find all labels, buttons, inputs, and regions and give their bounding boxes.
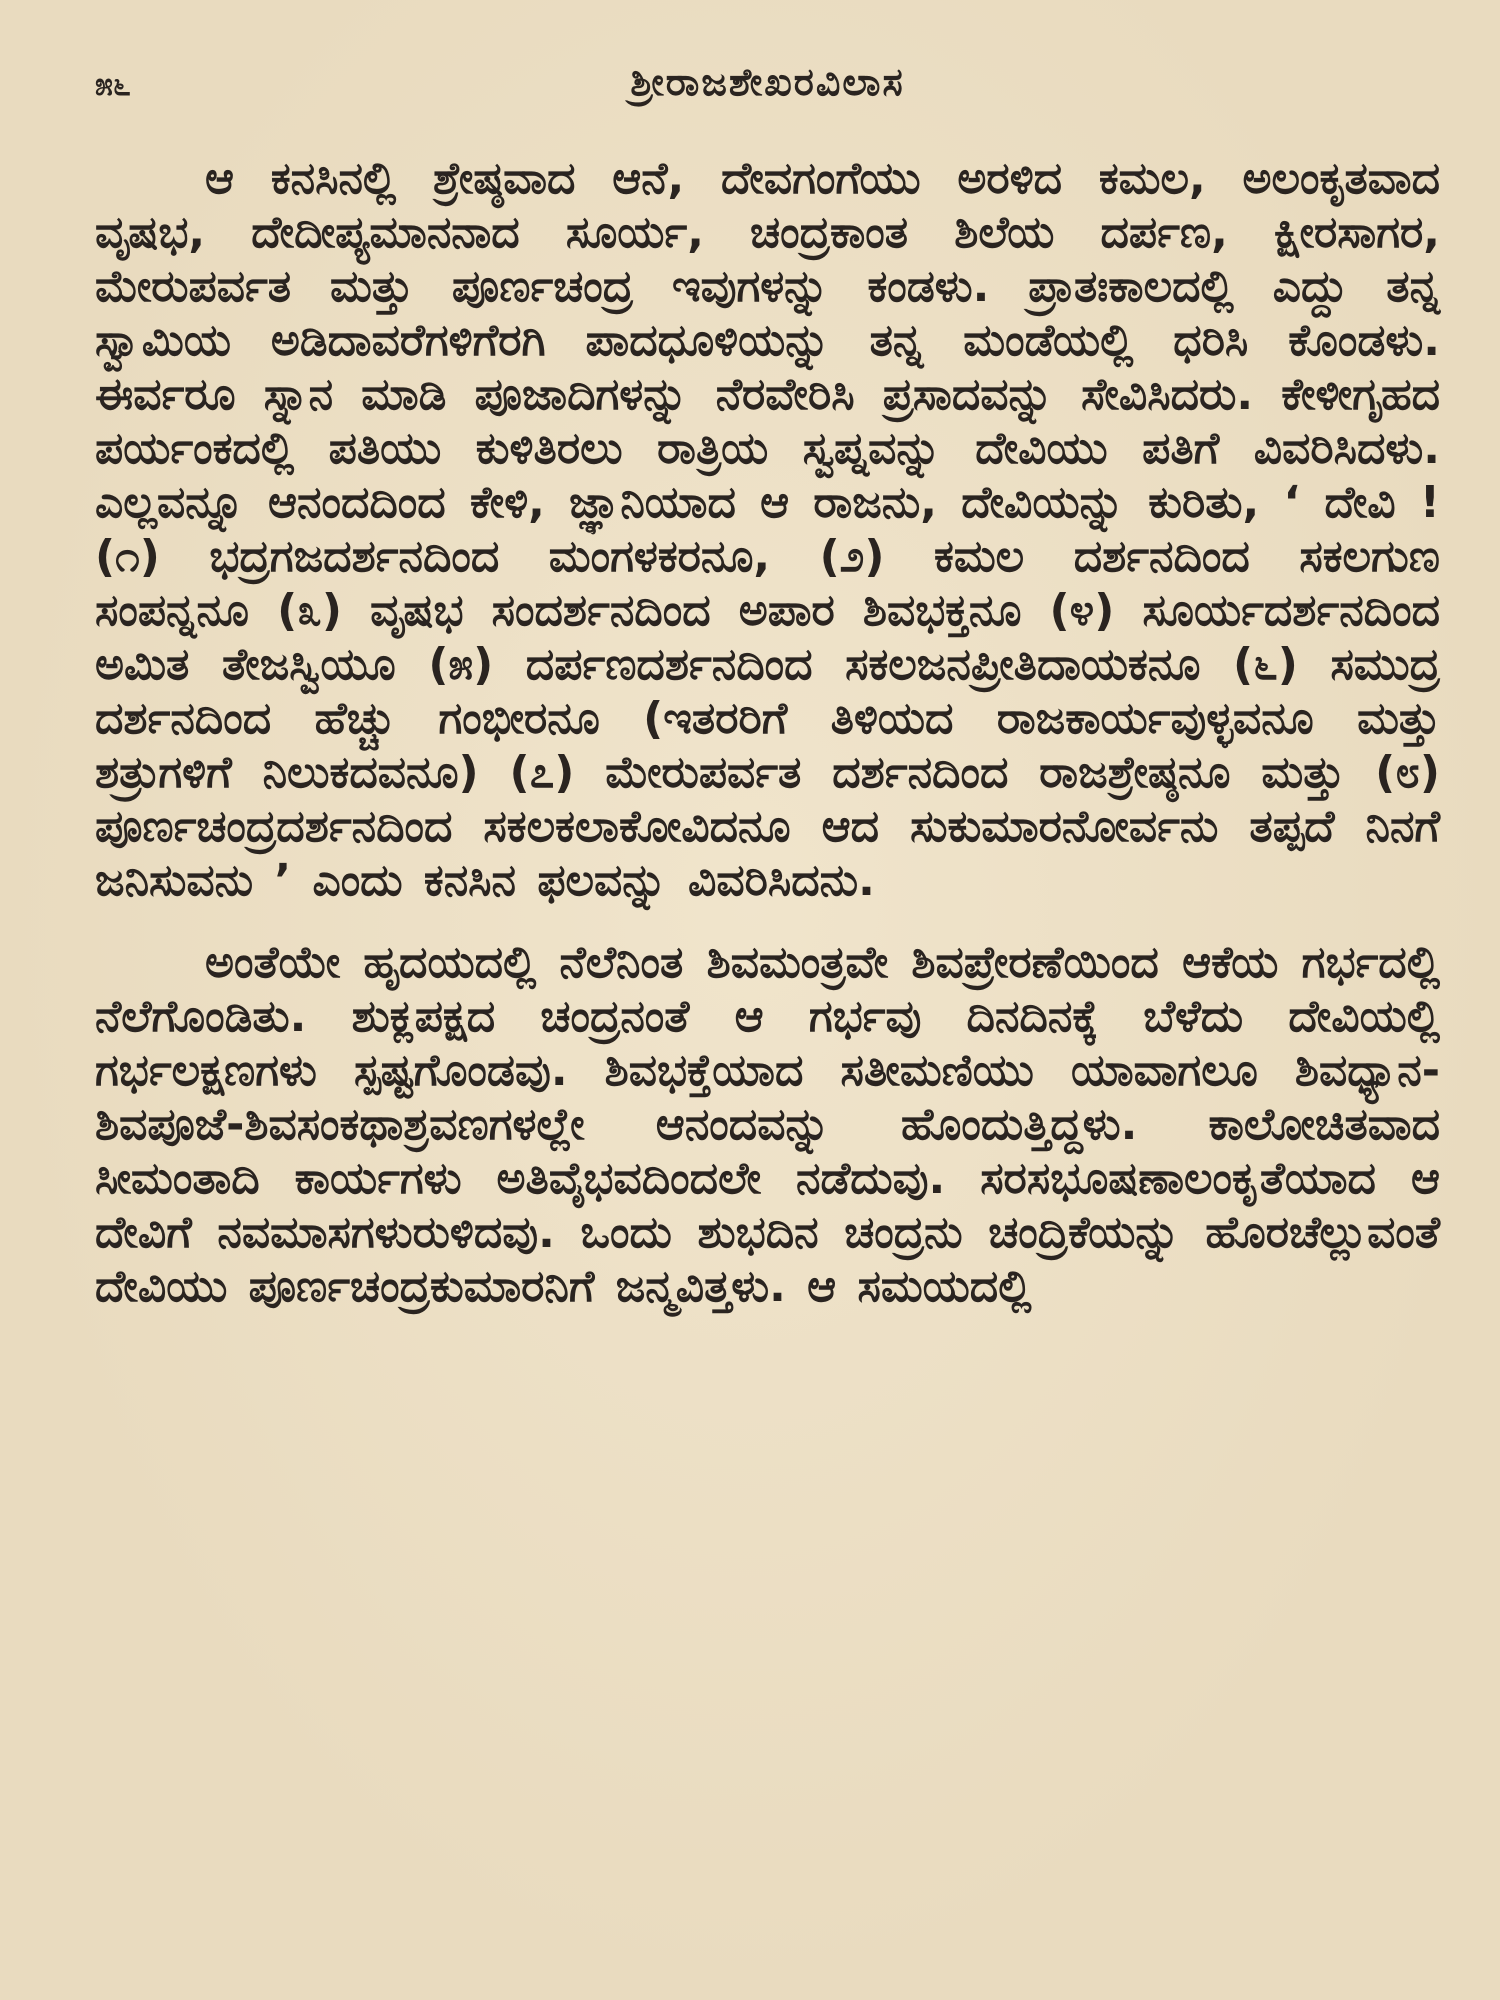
page-number: ೫೬ [95, 65, 131, 103]
page-header [95, 60, 1440, 118]
running-title: ಶ್ರೀರಾಜಶೇಖರವಿಲಾಸ [630, 60, 905, 104]
paragraph-1: ಆ ಕನಸಿನಲ್ಲಿ ಶ್ರೇಷ್ಠವಾದ ಆನೆ, ದೇವಗಂಗೆಯು ಅರಳಿದ ಕಮಲ, ಅಲಂಕೃತವಾದ ವೃಷಭ, ದೇದೀಪ್ಯಮಾನನಾದ ಸೂರ್ಯ, ಚಂದ್ರಕಾಂತ ಶಿಲೆಯ ದರ್ಪಣ, ಕ್ಷೀರಸಾಗರ, ಮೇರುಪರ್ವತ ಮತ್ತು ಪೂರ್ಣಚಂದ್ರ ಇವುಗಳನ್ನು ಕಂಡಳು. ಪ್ರಾತಃಕಾಲದಲ್ಲಿ ಎದ್ದು ತನ್ನ ಸ್ವಾಮಿಯ ಅಡಿದಾವರೆಗಳಿಗೆರಗಿ ಪಾದಧೂಳಿಯನ್ನು ತನ್ನ ಮಂಡೆಯಲ್ಲಿ ಧರಿಸಿ ಕೊಂಡಳು. ಈರ್ವರೂ ಸ್ನಾನ ಮಾಡಿ ಪೂಜಾದಿಗಳನ್ನು ನೆರವೇರಿಸಿ ಪ್ರಸಾದವನ್ನು ಸೇವಿಸಿದರು. ಕೇಳೀಗೃಹದ ಪರ್ಯಂಕದಲ್ಲಿ ಪತಿಯು ಕುಳಿತಿರಲು ರಾತ್ರಿಯ ಸ್ವಪ್ನವನ್ನು ದೇವಿಯು ಪತಿಗೆ ವಿವರಿಸಿದಳು. ಎಲ್ಲವನ್ನೂ ಆನಂದದಿಂದ ಕೇಳಿ, ಜ್ಞಾನಿಯಾದ ಆ ರಾಜನು, ದೇವಿಯನ್ನು ಕುರಿತು, ‘ ದೇವಿ ! (೧) ಭದ್ರಗಜದರ್ಶನದಿಂದ ಮಂಗಳಕರನೂ, (೨) ಕಮಲ ದರ್ಶನದಿಂದ ಸಕಲಗುಣ ಸಂಪನ್ನನೂ (೩) ವೃಷಭ ಸಂದರ್ಶನದಿಂದ ಅಪಾರ ಶಿವಭಕ್ತನೂ (೪) ಸೂರ್ಯದರ್ಶನದಿಂದ ಅಮಿತ ತೇಜಸ್ವಿಯೂ (೫) ದರ್ಪಣದರ್ಶನದಿಂದ ಸಕಲಜನಪ್ರೀತಿದಾಯಕನೂ (೬) ಸಮುದ್ರ ದರ್ಶನದಿಂದ ಹೆಚ್ಚು ಗಂಭೀರನೂ (ಇತರರಿಗೆ ತಿಳಿಯದ ರಾಜಕಾರ್ಯವುಳ್ಳವನೂ ಮತ್ತು ಶತ್ರುಗಳಿಗೆ ನಿಲುಕದವನೂ) (೭) ಮೇರುಪರ್ವತ ದರ್ಶನದಿಂದ ರಾಜಶ್ರೇಷ್ಠನೂ ಮತ್ತು (೮) ಪೂರ್ಣಚಂದ್ರದರ್ಶನದಿಂದ ಸಕಲಕಲಾಕೋವಿದನೂ ಆದ ಸುಕುಮಾರನೋರ್ವನು ತಪ್ಪದೆ ನಿನಗೆ ಜನಿಸುವನು ’ ಎಂದು ಕನಸಿನ ಫಲವನ್ನು ವಿವರಿಸಿದನು. [95, 153, 1440, 906]
paragraph-2: ಅಂತೆಯೇ ಹೃದಯದಲ್ಲಿ ನೆಲೆನಿಂತ ಶಿವಮಂತ್ರವೇ ಶಿವಪ್ರೇರಣೆಯಿಂದ ಆಕೆಯ ಗರ್ಭದಲ್ಲಿ ನೆಲೆಗೊಂಡಿತು. ಶುಕ್ಲಪಕ್ಷದ ಚಂದ್ರನಂತೆ ಆ ಗರ್ಭವು ದಿನದಿನಕ್ಕೆ ಬೆಳೆದು ದೇವಿಯಲ್ಲಿ ಗರ್ಭಲಕ್ಷಣಗಳು ಸ್ಪಷ್ಟಗೊಂಡವು. ಶಿವಭಕ್ತೆಯಾದ ಸತೀಮಣಿಯು ಯಾವಾಗಲೂ ಶಿವಧ್ಯಾನ-ಶಿವಪೂಜೆ-ಶಿವಸಂಕಥಾಶ್ರವಣಗಳಲ್ಲೇ ಆನಂದವನ್ನು ಹೊಂದುತ್ತಿದ್ದಳು. ಕಾಲೋಚಿತವಾದ ಸೀಮಂತಾದಿ ಕಾರ್ಯಗಳು ಅತಿವೈಭವದಿಂದಲೇ ನಡೆದುವು. ಸರಸಭೂಷಣಾಲಂಕೃತೆಯಾದ ಆ ದೇವಿಗೆ ನವಮಾಸಗಳುರುಳಿದವು. ಒಂದು ಶುಭದಿನ ಚಂದ್ರನು ಚಂದ್ರಿಕೆಯನ್ನು ಹೊರಚೆಲ್ಲುವಂತೆ ದೇವಿಯು ಪೂರ್ಣಚಂದ್ರಕುಮಾರನಿಗೆ ಜನ್ಮವಿತ್ತಳು. ಆ ಸಮಯದಲ್ಲಿ [95, 937, 1440, 1312]
body-text [95, 152, 1440, 1314]
